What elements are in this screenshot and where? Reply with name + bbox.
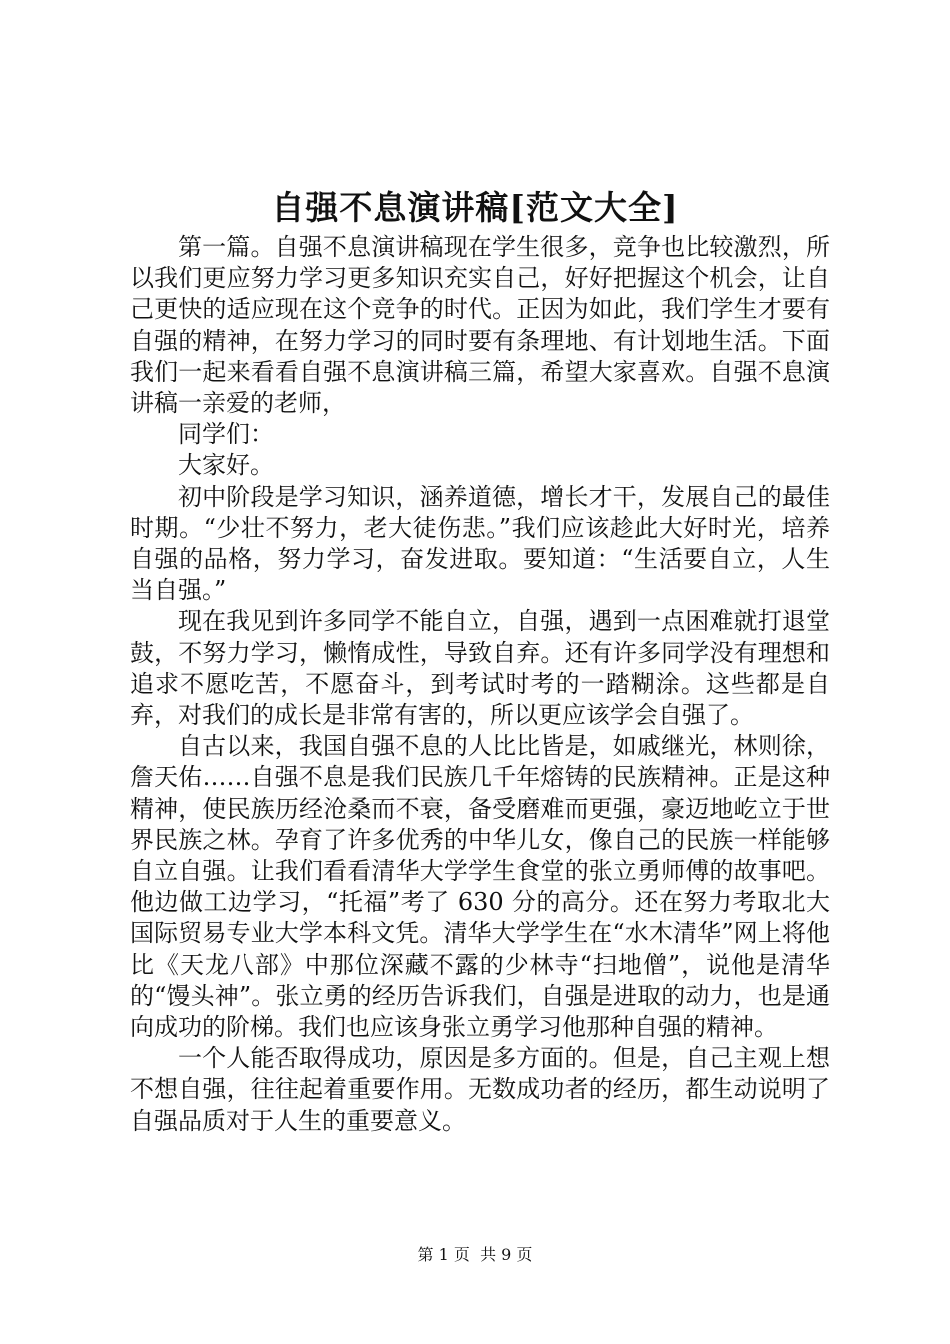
paragraph-history-examples: 自古以来，我国自强不息的人比比皆是，如戚继光，林则徐，詹天佑……自强不息是我们民族几千年熔铸的民族精神。正是这种精神，使民族历经沧桑而不衰，备受磨难而更强，豪迈地屹立于世界民族之林。孕育了许多优秀的中华儿女，像自己的民族一样能够自立自强。让我们看看清华大学学生食堂的张立勇师傅的故事吧。他边做工边学习，“托福”考了 630 分的高分。还在努力考取北大国际贸易专业大学本科文凭。清华大学学生在“水木清华”网上将他比《天龙八部》中那位深藏不露的少林寺“扫地僧”，说他是清华的“馒头神”。张立勇的经历告诉我们，自强是进取的动力，也是通向成功的阶梯。我们也应该身张立勇学习他那种自强的精神。 — [130, 732, 830, 1042]
page-number-label: 第 1 页 共 9 页 — [417, 1245, 533, 1264]
paragraph-greeting-all: 大家好。 — [178, 451, 274, 480]
paragraph-intro: 第一篇。自强不息演讲稿现在学生很多，竞争也比较激烈，所以我们更应努力学习更多知识充实自己，好好把握这个机会，让自己更快的适应现在这个竞争的时代。正因为如此，我们学生才要有自强的精神，在努力学习的同时要有条理地、有计划地生活。下面我们一起来看看自强不息演讲稿三篇，希望大家喜欢。自强不息演讲稿一亲爱的老师， — [130, 233, 830, 418]
document-title: 自强不息演讲稿[范文大全] — [271, 188, 679, 227]
paragraph-junior-high: 初中阶段是学习知识，涵养道德，增长才干，发展自己的最佳时期。“少壮不努力，老大徒伤悲。”我们应该趁此大好时光，培养自强的品格，努力学习，奋发进取。要知道：“生活要自立，人生当自强。” — [130, 482, 830, 605]
paragraph-greeting-students: 同学们： — [178, 420, 274, 449]
document-body — [130, 232, 830, 1137]
paragraph-current-situation: 现在我见到许多同学不能自立，自强，遇到一点困难就打退堂鼓，不努力学习，懒惰成性，导致自弃。还有许多同学没有理想和追求不愿吃苦，不愿奋斗，到考试时考的一踏糊涂。这些都是自弃，对我们的成长是非常有害的，所以更应该学会自强了。 — [130, 607, 830, 730]
page-footer — [0, 1244, 950, 1266]
paragraph-success-factors: 一个人能否取得成功，原因是多方面的。但是，自己主观上想不想自强，往往起着重要作用。无数成功者的经历，都生动说明了自强品质对于人生的重要意义。 — [130, 1044, 830, 1135]
